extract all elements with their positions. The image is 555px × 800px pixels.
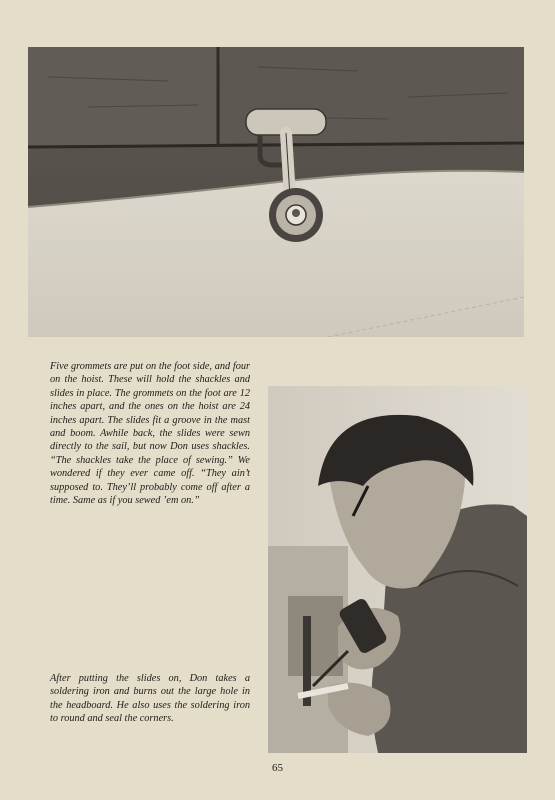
caption-grommets: Five grommets are put on the foot side, and four on the hoist. These will hold the shackles and slides in place. The grommets on the foot are 12 inches apart, and the ones on the hoist are 24 inches apart. The slides fit a groove in the mast and boom. Awhile back, the slides were sewn directly to the sail, but now Don uses shackles. “The shackles take the place of sewing.” We wondered if they ever came off. “They ain’t supposed to. They’ll probably come off after a time. Same as if you sewed ’em on.” [50, 361, 250, 507]
caption-soldering: After putting the slides on, Don takes a soldering iron and burns out the large hole in the headboard. He also uses the soldering iron to round and seal the corners. [50, 673, 250, 725]
grommet-slide-photo [28, 47, 524, 337]
page-number: 65 [272, 762, 283, 774]
man-soldering-photo [268, 386, 527, 753]
